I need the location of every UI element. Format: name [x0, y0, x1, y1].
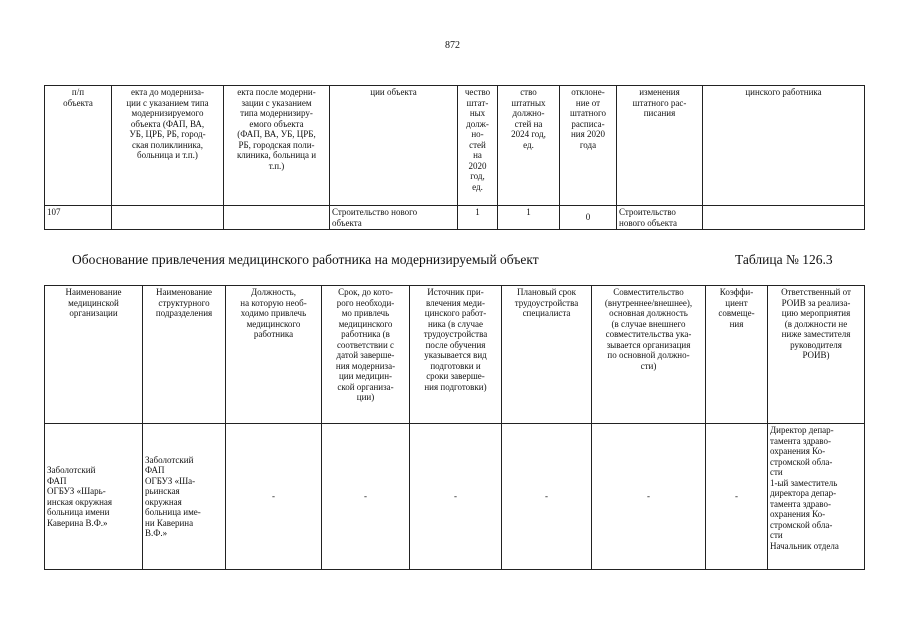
table-cell — [224, 206, 330, 230]
page-number: 872 — [445, 40, 460, 51]
header-cell: ство штатных должно- стей на 2024 год, ед. — [498, 86, 560, 206]
table-number: Таблица № 126.3 — [735, 252, 833, 267]
section-heading: Обоснование привлечения медицинского работника на модернизируемый объект — [72, 252, 539, 267]
header-cell: Коэффи- циент совмеще- ния — [706, 286, 768, 424]
table-cell: Строительство нового объекта — [617, 206, 703, 230]
header-cell: Ответственный от РОИВ за реализа- цию мероприятия (в должности не ниже заместителя руководителя РОИВ) — [768, 286, 865, 424]
table-cell — [703, 206, 865, 230]
recruitment-table — [44, 285, 865, 570]
table-cell: Строительство нового объекта — [330, 206, 458, 230]
header-cell: Совместительство (внутреннее/внешнее), основная должность (в случае внешнего совместительства ука- зывается организация по основной должно- сти) — [592, 286, 706, 424]
table-cell: 1 — [498, 206, 560, 230]
table-cell: - — [322, 424, 410, 570]
header-cell: Наименование медицинской организации — [45, 286, 143, 424]
header-cell: отклоне- ние от штатного расписа- ния 2020 года — [560, 86, 617, 206]
table-cell: Заболотский ФАП ОГБУЗ «Шарь- инская окружная больница имени Каверина В.Ф.» — [45, 424, 143, 570]
table-row — [45, 424, 865, 570]
header-cell: ции объекта — [330, 86, 458, 206]
table-cell: 107 — [45, 206, 112, 230]
table-cell: - — [502, 424, 592, 570]
header-cell: цинского работника — [703, 86, 865, 206]
staffing-table — [44, 85, 865, 230]
header-cell: чество штат- ных долж- но- стей на 2020 год, ед. — [458, 86, 498, 206]
table-cell: 1 — [458, 206, 498, 230]
table-cell: - — [226, 424, 322, 570]
table-cell: 0 — [560, 206, 617, 230]
table-header-row — [45, 286, 865, 424]
table-cell: - — [410, 424, 502, 570]
table-cell: Директор депар- тамента здраво- охранения Ко- стромской обла- сти 1-ый заместитель директора депар- тамента здраво- охранения Ко- стромской обла- сти Начальник отдела — [768, 424, 865, 570]
table-row — [45, 206, 865, 230]
header-cell: Плановый срок трудоустройства специалиста — [502, 286, 592, 424]
table-cell: - — [592, 424, 706, 570]
header-cell: изменения штатного рас- писания — [617, 86, 703, 206]
table-cell: - — [706, 424, 768, 570]
table-header-row — [45, 86, 865, 206]
header-cell: екта после модерни- зации с указанием типа модернизиру- емого объекта (ФАП, ВА, УБ, ЦРБ, РБ, городская поли- клиника, больница и т.п.) — [224, 86, 330, 206]
header-cell: Должность, на которую необ- ходимо привлечь медицинского работника — [226, 286, 322, 424]
header-cell: Наименование структурного подразделения — [143, 286, 226, 424]
table-cell: Заболотский ФАП ОГБУЗ «Ша- рьинская окружная больница име- ни Каверина В.Ф.» — [143, 424, 226, 570]
header-cell: Срок, до кото- рого необходи- мо привлечь медицинского работника (в соответствии с датой заверше- ния модерниза- ции медицин- ской организа- ции) — [322, 286, 410, 424]
header-cell: екта до модерниза- ции с указанием типа модернизируемого объекта (ФАП, ВА, УБ, ЦРБ, РБ, город- ская поликлиника, больница и т.п.) — [112, 86, 224, 206]
header-cell: п/п объекта — [45, 86, 112, 206]
header-cell: Источник при- влечения меди- цинского работ- ника (в случае трудоустройства после обучения указывается вид подготовки и сроки заверше- ния подготовки) — [410, 286, 502, 424]
table-cell — [112, 206, 224, 230]
